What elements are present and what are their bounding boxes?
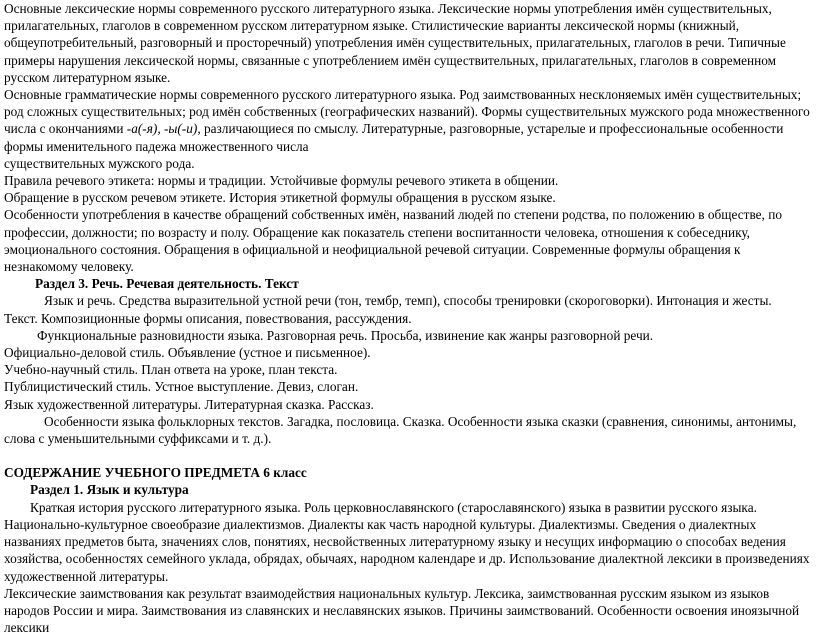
paragraph-address-etiquette: Обращение в русском речевом этикете. История этикетной формулы обращения в русском языке. [4, 190, 556, 206]
paragraph-official-style: Официально-деловой стиль. Объявление (устное и письменное). [4, 345, 371, 361]
content-heading: СОДЕРЖАНИЕ УЧЕБНОГО ПРЕДМЕТА 6 класс [4, 465, 307, 481]
paragraph-scientific-style: Учебно-научный стиль. План ответа на уроке, план текста. [4, 362, 338, 378]
blank-line [4, 447, 812, 464]
paragraph-language-history: Краткая история русского литературного языка. Роль церковнославянского (старославянского) языка в развитии русского языка. Национально-культурное своеобразие диалектизмов. Диалекты как часть народной культуры. Диалектизмы. Сведения о диалектных названиях предметов быта, значениях слов, понятиях, несвойственных литературному языку и несущих информацию о способах ведения хозяйства, особенностях семейного уклада, обрядах, обычаях, народном календаре и др. Использование диалектной лексики в произведениях художественной литературы. [4, 499, 810, 584]
paragraph-language-speech: Язык и речь. Средства выразительной устной речи (тон, тембр, темп), способы тренировки (скороговорки). Интонация и жесты. [44, 293, 772, 309]
noun-endings: -а(-я), -ы(-и) [126, 121, 198, 137]
section-3-heading: Раздел 3. Речь. Речевая деятельность. Текст [35, 276, 299, 292]
grammar-norms-text-b: , различающиеся по смыслу. Литературные, разговорные, устарелые и профессиональные особенности формы именительного падежа множественного числа [4, 121, 784, 154]
paragraph-etiquette-rules: Правила речевого этикета: нормы и традиции. Устойчивые формулы речевого этикета в общении. [4, 173, 559, 189]
paragraph-functional-styles: Функциональные разновидности языка. Разговорная речь. Просьба, извинение как жанры разговорной речи. [37, 327, 654, 343]
section-1-heading: Раздел 1. Язык и культура [30, 482, 189, 498]
paragraph-folklore-language: Особенности языка фольклорных текстов. Загадка, пословица. Сказка. Особенности языка сказки (сравнения, синонимы, антонимы, слова с уменьшительными суффиксами и т. д.). [4, 413, 797, 447]
paragraph-text-forms: Текст. Композиционные формы описания, повествования, рассуждения. [4, 310, 412, 326]
paragraph-lexical-norms: Основные лексические нормы современного русского литературного языка. Лексические нормы употребления имён существительных, прилагательных, глаголов в современном русском литературном языке. Стилистические варианты лексической нормы (книжный, общеупотребительный, разговорный и просторечный) употребления имён существительных, прилагательных, глаголов в речи. Типичные примеры нарушения лексической нормы, связанные с употреблением имён существительных, прилагательных, глаголов в современном русском литературном языке. [4, 1, 786, 85]
grammar-norms-text-a: Основные грамматические нормы современного русского литературного языка. Род заимствованных несклоняемых имён существительных; род сложных существительных; род имён собственных (географических названий). Формы существительных мужского рода множественного числа с окончаниями [4, 87, 810, 137]
paragraph-journalistic-style: Публицистический стиль. Устное выступление. Девиз, слоган. [4, 379, 359, 395]
paragraph-address-usage: Особенности употребления в качестве обращений собственных имён, названий людей по степени родства, по положению в обществе, по профессии, должности; по возрасту и полу. Обращение как показатель степени воспитанности человека, отношения к собеседнику, эмоционального состояния. Обращения в официальной и неофициальной речевой ситуации. Современные формулы обращения к незнакомому человеку. [4, 207, 782, 275]
paragraph-fiction-language: Язык художественной литературы. Литературная сказка. Рассказ. [4, 396, 374, 412]
paragraph-loanwords: Лексические заимствования как результат взаимодействия национальных культур. Лексика, заимствованная русским языком из языков народов России и мира. Заимствования из славянских и неславянских языков. Причины заимствований. Особенности освоения иноязычной лексики [4, 585, 800, 636]
paragraph-masculine-nouns: существительных мужского рода. [4, 155, 195, 171]
paragraph-grammar-norms [4, 86, 812, 155]
